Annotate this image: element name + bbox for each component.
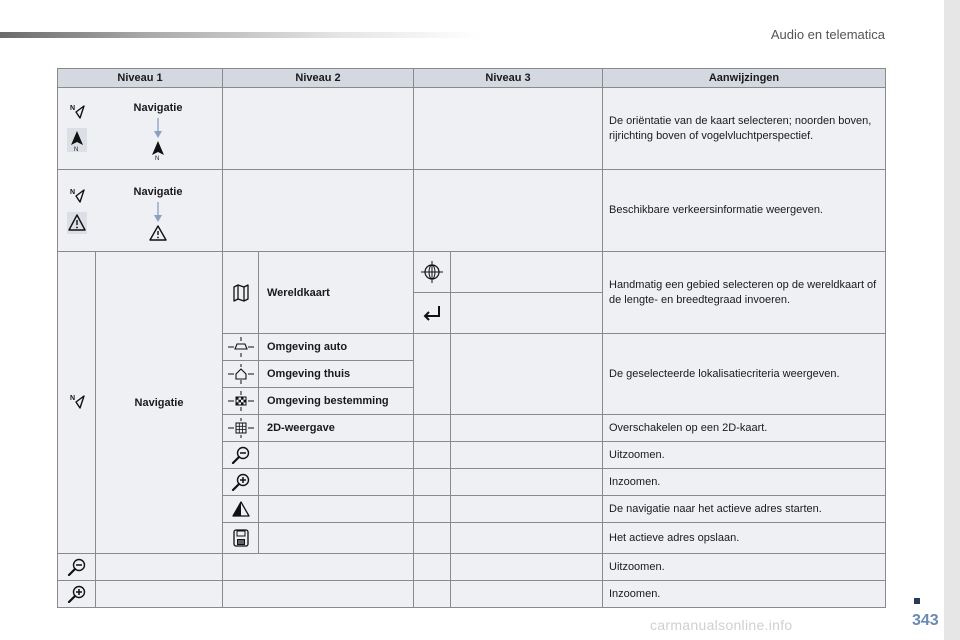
top-gradient-bar bbox=[0, 32, 480, 38]
page-marker bbox=[914, 598, 920, 604]
level1-icon-cell bbox=[57, 251, 96, 554]
level1-label: Navigatie bbox=[133, 186, 183, 198]
level1-icon-cell bbox=[57, 580, 96, 608]
level1-label: Navigatie bbox=[134, 396, 184, 409]
compass-north-icon bbox=[67, 392, 87, 412]
svg-text:N: N bbox=[155, 156, 160, 160]
level2-icon-cell bbox=[222, 414, 259, 442]
level1-icon-cell bbox=[57, 553, 96, 581]
level2-icon-cell bbox=[222, 387, 259, 415]
side-bar bbox=[944, 0, 960, 640]
level1-label-cell bbox=[95, 251, 223, 554]
row-traffic-level1 bbox=[57, 169, 223, 252]
level2-icon-cell bbox=[222, 441, 259, 469]
zoom-out-icon bbox=[67, 558, 87, 576]
enter-arrow-icon bbox=[422, 305, 442, 321]
svg-text:N: N bbox=[70, 189, 76, 196]
level1-label: Navigatie bbox=[133, 102, 183, 114]
down-arrow-icon bbox=[153, 118, 163, 140]
crosshair-icon bbox=[421, 261, 443, 283]
col-header-level2: Niveau 2 bbox=[222, 68, 414, 88]
description: Beschikbare verkeersinformatie weergeven. bbox=[602, 169, 886, 252]
warning-triangle-icon bbox=[67, 212, 87, 234]
zoom-in-icon bbox=[231, 473, 251, 491]
section-title: Audio en telematica bbox=[770, 27, 885, 42]
level2-label: Wereldkaart bbox=[258, 251, 414, 334]
description: De navigatie naar het actieve adres starten. bbox=[602, 495, 886, 523]
car-location-icon bbox=[228, 337, 254, 357]
start-navigation-icon bbox=[232, 501, 250, 517]
level2-label: 2D-weergave bbox=[258, 414, 414, 442]
watermark: carmanualsonline.info bbox=[650, 617, 793, 633]
col-header-notes: Aanwijzingen bbox=[602, 68, 886, 88]
grid-2d-icon bbox=[228, 418, 254, 438]
level3-icon-cell bbox=[413, 292, 451, 334]
svg-text:N: N bbox=[74, 147, 79, 152]
description: Handmatig een gebied selecteren op de wereldkaart of de lengte- en breedtegraad invoeren. bbox=[602, 251, 886, 334]
menu-table bbox=[57, 68, 886, 608]
home-location-icon bbox=[228, 364, 254, 384]
save-icon bbox=[233, 529, 249, 547]
svg-text:N: N bbox=[70, 105, 76, 112]
level2-icon-cell bbox=[222, 333, 259, 361]
description: Inzoomen. bbox=[602, 580, 886, 608]
down-arrow-icon bbox=[153, 202, 163, 224]
description: Het actieve adres opslaan. bbox=[602, 522, 886, 554]
destination-flag-icon bbox=[228, 391, 254, 411]
col-header-level3: Niveau 3 bbox=[413, 68, 603, 88]
navigation-arrow-icon bbox=[150, 140, 166, 160]
page-number: 343 bbox=[912, 612, 939, 629]
zoom-in-icon bbox=[67, 585, 87, 603]
compass-north-icon bbox=[67, 102, 87, 122]
level2-label: Omgeving auto bbox=[258, 333, 414, 361]
map-icon bbox=[232, 284, 250, 302]
description: De oriëntatie van de kaart selecteren; noorden boven, rijrichting boven of vogelvluchtperspectief. bbox=[602, 87, 886, 170]
level2-label: Omgeving thuis bbox=[258, 360, 414, 388]
description: Uitzoomen. bbox=[602, 441, 886, 469]
row-orientation-level1 bbox=[57, 87, 223, 170]
level2-icon-cell bbox=[222, 495, 259, 523]
level2-icon-cell bbox=[222, 468, 259, 496]
description: Uitzoomen. bbox=[602, 553, 886, 581]
compass-north-icon bbox=[67, 186, 87, 206]
description: De geselecteerde lokalisatiecriteria weergeven. bbox=[602, 333, 886, 415]
description: Inzoomen. bbox=[602, 468, 886, 496]
level3-icon-cell bbox=[413, 251, 451, 293]
col-header-level1: Niveau 1 bbox=[57, 68, 223, 88]
description: Overschakelen op een 2D-kaart. bbox=[602, 414, 886, 442]
level2-icon-cell bbox=[222, 522, 259, 554]
level2-label: Omgeving bestemming bbox=[258, 387, 414, 415]
level2-icon-cell bbox=[222, 251, 259, 334]
zoom-out-icon bbox=[231, 446, 251, 464]
warning-triangle-icon bbox=[148, 224, 168, 242]
level2-icon-cell bbox=[222, 360, 259, 388]
navigation-arrow-icon bbox=[67, 128, 87, 152]
svg-text:N: N bbox=[70, 395, 76, 402]
